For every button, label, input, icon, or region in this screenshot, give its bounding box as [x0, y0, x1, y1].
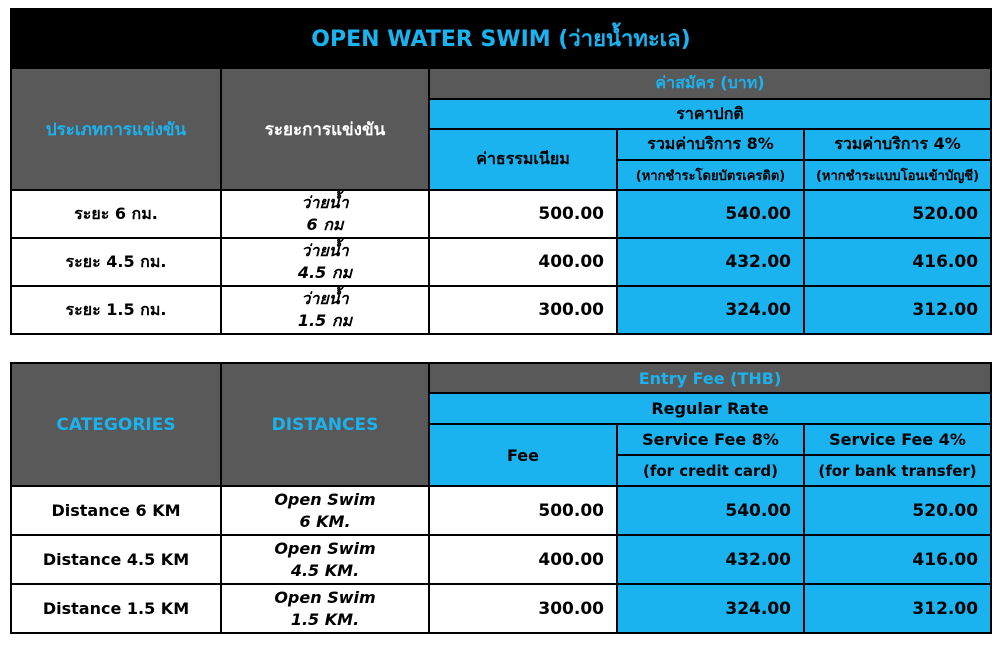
table-row: [11, 286, 991, 334]
distance-line-2: 6 KM.: [299, 511, 351, 531]
distance-line-1: Open Swim: [274, 587, 376, 607]
service-fee-8-cell: 432.00: [617, 238, 804, 286]
fee-cell: 500.00: [429, 190, 617, 238]
column-header-distance: DISTANCES: [221, 363, 429, 486]
thai-fee-table: [10, 8, 992, 335]
distance-cell: [221, 190, 429, 238]
fee-cell: 400.00: [429, 238, 617, 286]
table-title: OPEN WATER SWIM (ว่ายน้ำทะเล): [11, 9, 991, 68]
service-fee-8-header: รวมค่าบริการ 8%: [617, 129, 804, 160]
distance-line-1: ว่ายน้ำ: [301, 289, 349, 308]
service-fee-4-cell: 312.00: [804, 286, 991, 334]
entry-fee-header: ค่าสมัคร (บาท): [429, 68, 991, 99]
service-fee-8-cell: 432.00: [617, 535, 804, 584]
fee-cell: 300.00: [429, 584, 617, 633]
fee-header: ค่าธรรมเนียม: [429, 129, 617, 190]
distance-cell: [221, 286, 429, 334]
category-cell: Distance 4.5 KM: [11, 535, 221, 584]
distance-line-1: Open Swim: [274, 538, 376, 558]
distance-line-2: 1.5 KM.: [290, 609, 360, 629]
distance-line-1: Open Swim: [274, 489, 376, 509]
distance-cell: [221, 486, 429, 535]
distance-line-1: ว่ายน้ำ: [301, 241, 349, 260]
service-fee-8-cell: 324.00: [617, 584, 804, 633]
service-fee-8-cell: 324.00: [617, 286, 804, 334]
table-row: [11, 535, 991, 584]
regular-rate-header: Regular Rate: [429, 393, 991, 424]
service-fee-4-header: Service Fee 4%: [804, 424, 991, 455]
service-fee-4-cell: 416.00: [804, 535, 991, 584]
fee-cell: 300.00: [429, 286, 617, 334]
service-fee-4-cell: 416.00: [804, 238, 991, 286]
category-cell: ระยะ 1.5 กม.: [11, 286, 221, 334]
service-fee-4-cell: 520.00: [804, 486, 991, 535]
category-cell: Distance 6 KM: [11, 486, 221, 535]
fee-header: Fee: [429, 424, 617, 486]
english-fee-table: [10, 362, 992, 634]
distance-line-2: 4.5 KM.: [290, 560, 360, 580]
service-fee-8-note: (หากชำระโดยบัตรเครดิต): [617, 160, 804, 190]
column-header-category: CATEGORIES: [11, 363, 221, 486]
distance-cell: [221, 238, 429, 286]
service-fee-8-cell: 540.00: [617, 190, 804, 238]
service-fee-4-header: รวมค่าบริการ 4%: [804, 129, 991, 160]
service-fee-8-note: (for credit card): [617, 455, 804, 486]
entry-fee-header: Entry Fee (THB): [429, 363, 991, 393]
column-header-category: ประเภทการแข่งขัน: [11, 68, 221, 190]
service-fee-8-cell: 540.00: [617, 486, 804, 535]
fee-cell: 400.00: [429, 535, 617, 584]
table-row: [11, 238, 991, 286]
service-fee-4-cell: 312.00: [804, 584, 991, 633]
distance-line-1: ว่ายน้ำ: [301, 193, 349, 212]
service-fee-4-note: (หากชำระแบบโอนเข้าบัญชี): [804, 160, 991, 190]
distance-cell: [221, 535, 429, 584]
category-cell: ระยะ 4.5 กม.: [11, 238, 221, 286]
table-row: [11, 486, 991, 535]
service-fee-4-note: (for bank transfer): [804, 455, 991, 486]
table-row: [11, 190, 991, 238]
distance-line-2: 4.5 กม: [297, 263, 353, 282]
service-fee-4-cell: 520.00: [804, 190, 991, 238]
category-cell: ระยะ 6 กม.: [11, 190, 221, 238]
distance-line-2: 1.5 กม: [297, 311, 353, 330]
fee-cell: 500.00: [429, 486, 617, 535]
table-row: [11, 584, 991, 633]
distance-cell: [221, 584, 429, 633]
distance-line-2: 6 กม: [306, 215, 344, 234]
service-fee-8-header: Service Fee 8%: [617, 424, 804, 455]
category-cell: Distance 1.5 KM: [11, 584, 221, 633]
regular-rate-header: ราคาปกติ: [429, 99, 991, 129]
column-header-distance: ระยะการแข่งขัน: [221, 68, 429, 190]
